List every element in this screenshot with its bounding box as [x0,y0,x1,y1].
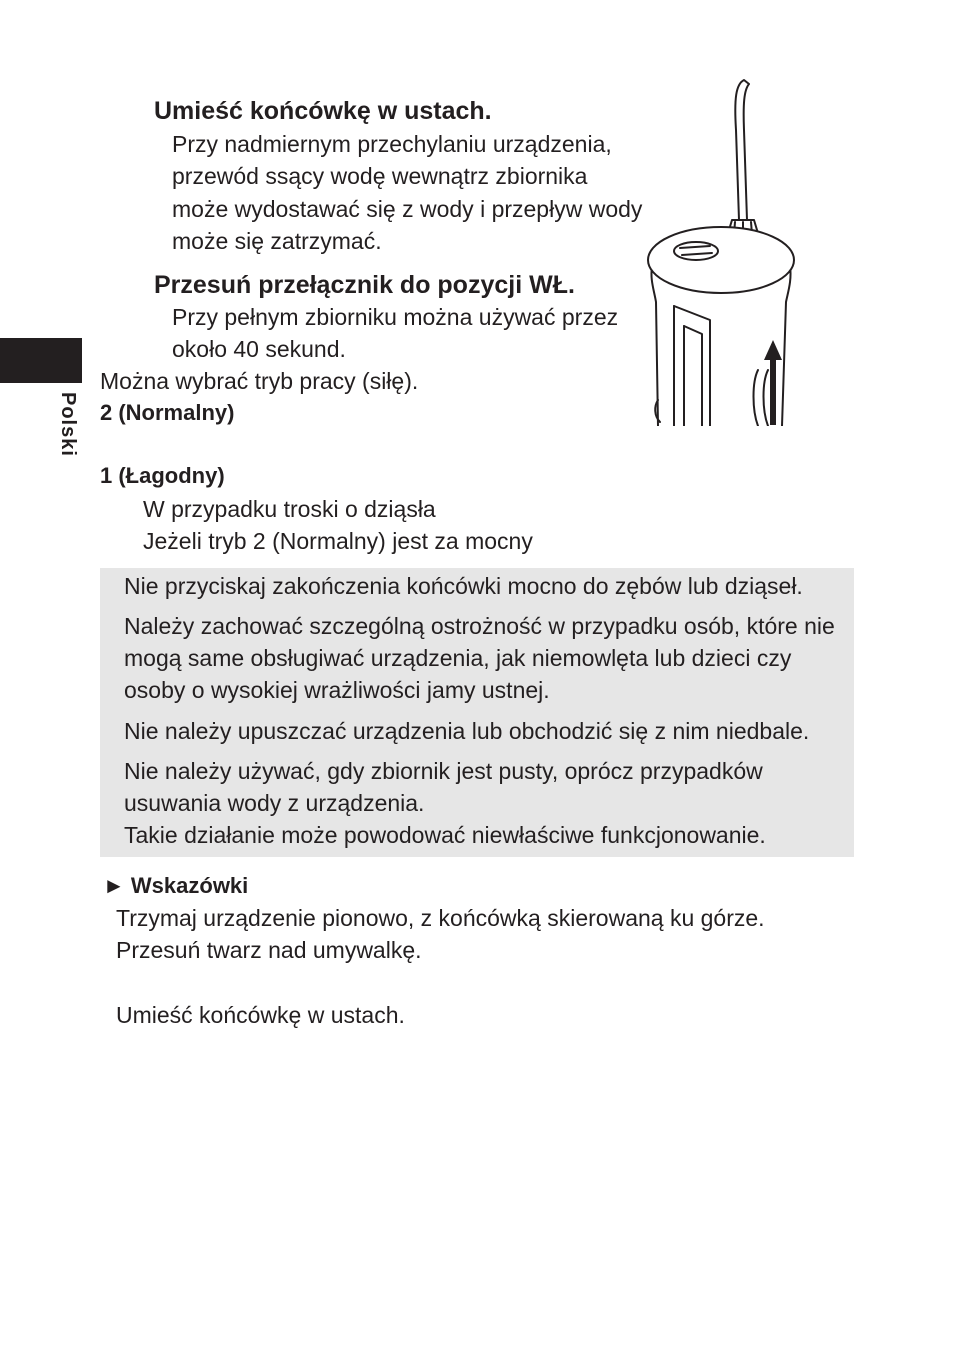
step1-heading: Umieść końcówkę w ustach. [154,97,492,125]
step1-line: Przy nadmiernym przechylaniu urządzenia, [172,131,612,157]
mode-normal-label: 2 (Normalny) [100,400,235,425]
caution-item-line: Takie działanie może powodować niewłaściwe funkcjonowanie. [124,822,766,848]
mode-gentle-line: W przypadku troski o dziąsła [143,496,436,522]
caution-item: Nie należy używać, gdy zbiornik jest pusty, oprócz przypadków [124,758,763,784]
step2-line: Przy pełnym zbiorniku można używać przez [172,304,619,330]
mode-intro: Można wybrać tryb pracy (siłę). [100,368,419,394]
caution-item-line: osoby o wysokiej wrażliwości jamy ustnej. [124,677,550,703]
tips-marker-icon: ► [103,873,125,898]
language-tab-label: Polski [57,392,79,457]
mode-gentle-label: 1 (Łagodny) [100,463,225,488]
step1-line: przewód ssący wodę wewnątrz zbiornika [172,163,588,189]
caution-item-line: usuwania wody z urządzenia. [124,790,425,816]
caution-item: Nie należy upuszczać urządzenia lub obchodzić się z nim niedbale. [124,718,810,744]
step1-line: może się zatrzymać. [172,228,382,254]
caution-item-line: mogą same obsługiwać urządzenia, jak niemowlęta lub dzieci czy [124,645,792,671]
caution-item: Należy zachować szczególną ostrożność w przypadku osób, które nie [124,613,835,639]
tips-heading [103,872,248,900]
tips-line: Przesuń twarz nad umywalkę. [116,937,422,963]
language-tab-marker [0,338,82,383]
step2-line: około 40 sekund. [172,336,346,362]
caution-item: Nie przyciskaj zakończenia końcówki mocno do zębów lub dziąseł. [124,573,803,599]
tips-line: Trzymaj urządzenie pionowo, z końcówką skierowaną ku górze. [116,905,765,931]
tips-line: Umieść końcówkę w ustach. [116,1002,405,1028]
step1-line: może wydostawać się z wody i przepływ wody [172,196,643,222]
water-flosser-illustration [640,70,800,426]
tips-title: Wskazówki [130,873,249,898]
step2-heading: Przesuń przełącznik do pozycji WŁ. [154,271,575,299]
mode-gentle-line: Jeżeli tryb 2 (Normalny) jest za mocny [143,528,533,554]
